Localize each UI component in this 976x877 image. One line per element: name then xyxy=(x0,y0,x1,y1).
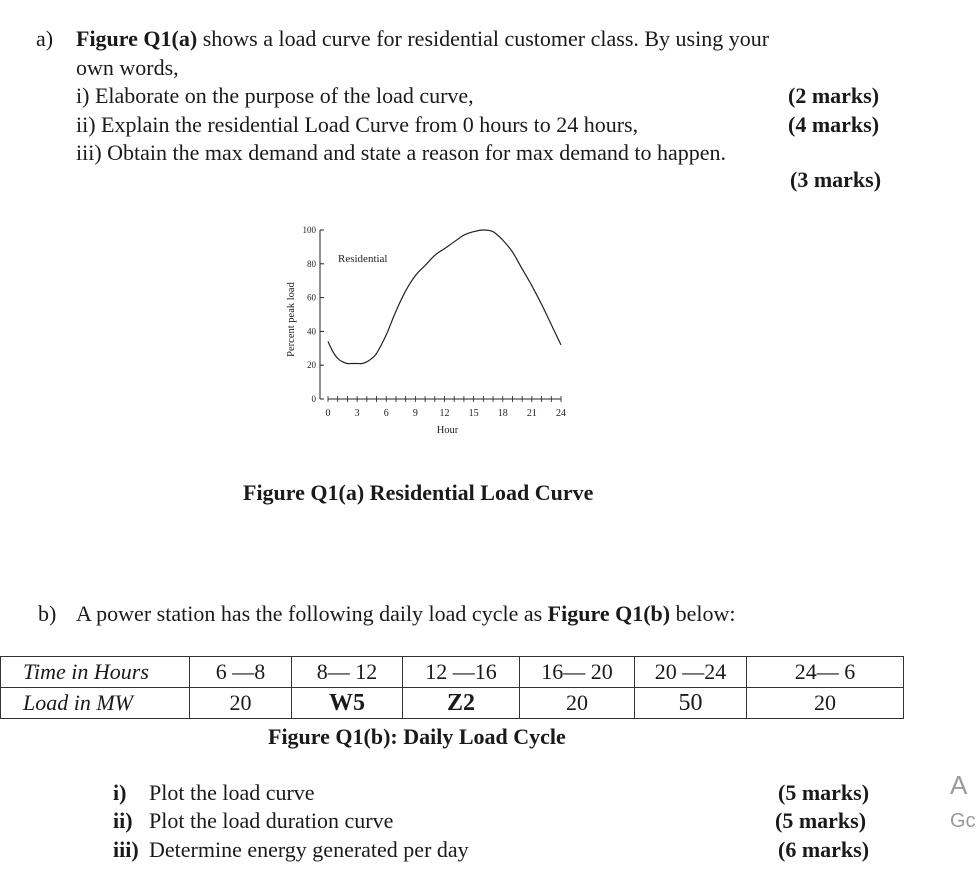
load-cell: 20 xyxy=(190,688,292,719)
x-tick-label: 3 xyxy=(354,408,360,419)
y-tick-label: 80 xyxy=(307,258,316,269)
x-tick-label: 15 xyxy=(468,408,479,419)
figure-ref: Figure Q1(a) xyxy=(76,26,198,51)
y-tick-label: 100 xyxy=(302,225,316,235)
y-tick-label: 60 xyxy=(307,292,316,303)
marks-a-i: (2 marks) xyxy=(788,83,880,108)
question-a-ii: ii) Explain the residential Load Curve from 0 hours to 24 hours, xyxy=(76,112,639,137)
period-cell: 12 —16 xyxy=(403,657,520,688)
period-cell: 16— 20 xyxy=(520,657,635,688)
question-b-i-num: i) xyxy=(113,780,127,805)
series-label: Residential xyxy=(338,253,388,265)
marks-a-ii: (4 marks) xyxy=(788,112,880,137)
part-a-label: a) xyxy=(36,26,54,51)
x-tick-label: 6 xyxy=(383,408,389,419)
marks-b-ii: (5 marks) xyxy=(775,808,867,833)
question-b-iii: Determine energy generated per day xyxy=(149,837,469,862)
period-cell: 8— 12 xyxy=(292,657,403,688)
x-tick-label: 0 xyxy=(325,408,331,419)
figure-a-caption: Figure Q1(a) Residential Load Curve xyxy=(243,480,594,505)
load-cell: 20 xyxy=(747,688,904,719)
part-a-line2: own words, xyxy=(76,55,179,80)
y-axis-label: Percent peak load xyxy=(286,282,297,357)
question-b-i: Plot the load curve xyxy=(149,780,315,805)
period-cell: 20 —24 xyxy=(635,657,747,688)
question-a-i: i) Elaborate on the purpose of the load curve, xyxy=(76,83,474,108)
x-axis-label: Hour xyxy=(436,425,459,436)
y-tick-label: 40 xyxy=(307,326,316,337)
part-a-line1-text: shows a load curve for residential customer class. By using your xyxy=(197,26,770,51)
period-cell: 24— 6 xyxy=(747,657,904,688)
part-b-intro-end: below: xyxy=(670,601,736,626)
marks-a-iii: (3 marks) xyxy=(790,167,882,192)
y-tick-label: 0 xyxy=(311,394,316,404)
question-b-iii-num: iii) xyxy=(113,837,139,862)
x-tick-label: 18 xyxy=(497,408,508,419)
load-cell: 50 xyxy=(635,688,747,719)
question-a-iii: iii) Obtain the max demand and state a reason for max demand to happen. xyxy=(76,140,727,165)
daily-load-table xyxy=(0,656,904,719)
x-tick-label: 12 xyxy=(439,408,450,419)
load-cell: Z2 xyxy=(403,688,520,719)
period-cell: 6 —8 xyxy=(190,657,292,688)
figure-b-caption: Figure Q1(b): Daily Load Cycle xyxy=(268,724,566,749)
question-b-ii: Plot the load duration curve xyxy=(149,808,394,833)
load-cell: W5 xyxy=(292,688,403,719)
residential-load-chart xyxy=(270,220,590,440)
edge-fragment-gc: Gc xyxy=(950,810,976,832)
x-tick-label: 21 xyxy=(526,408,537,419)
marks-b-i: (5 marks) xyxy=(778,780,870,805)
x-tick-label: 9 xyxy=(412,408,418,419)
residential-load-line xyxy=(328,230,561,364)
marks-b-iii: (6 marks) xyxy=(778,837,870,862)
y-tick-label: 20 xyxy=(307,360,316,371)
question-b-ii-num: ii) xyxy=(113,808,133,833)
load-cell: 20 xyxy=(520,688,635,719)
table-row-time xyxy=(1,657,904,688)
x-tick-label: 24 xyxy=(556,408,566,419)
table-row-load xyxy=(1,688,904,719)
figure-b-ref: Figure Q1(b) xyxy=(547,601,671,626)
part-b-intro xyxy=(76,601,735,627)
time-header: Time in Hours xyxy=(1,657,190,688)
part-b-label: b) xyxy=(38,601,57,626)
load-header: Load in MW xyxy=(1,688,190,719)
part-a-line1 xyxy=(76,26,769,52)
edge-fragment-a: A xyxy=(950,770,968,800)
part-b-intro-text: A power station has the following daily load cycle as xyxy=(76,601,548,626)
